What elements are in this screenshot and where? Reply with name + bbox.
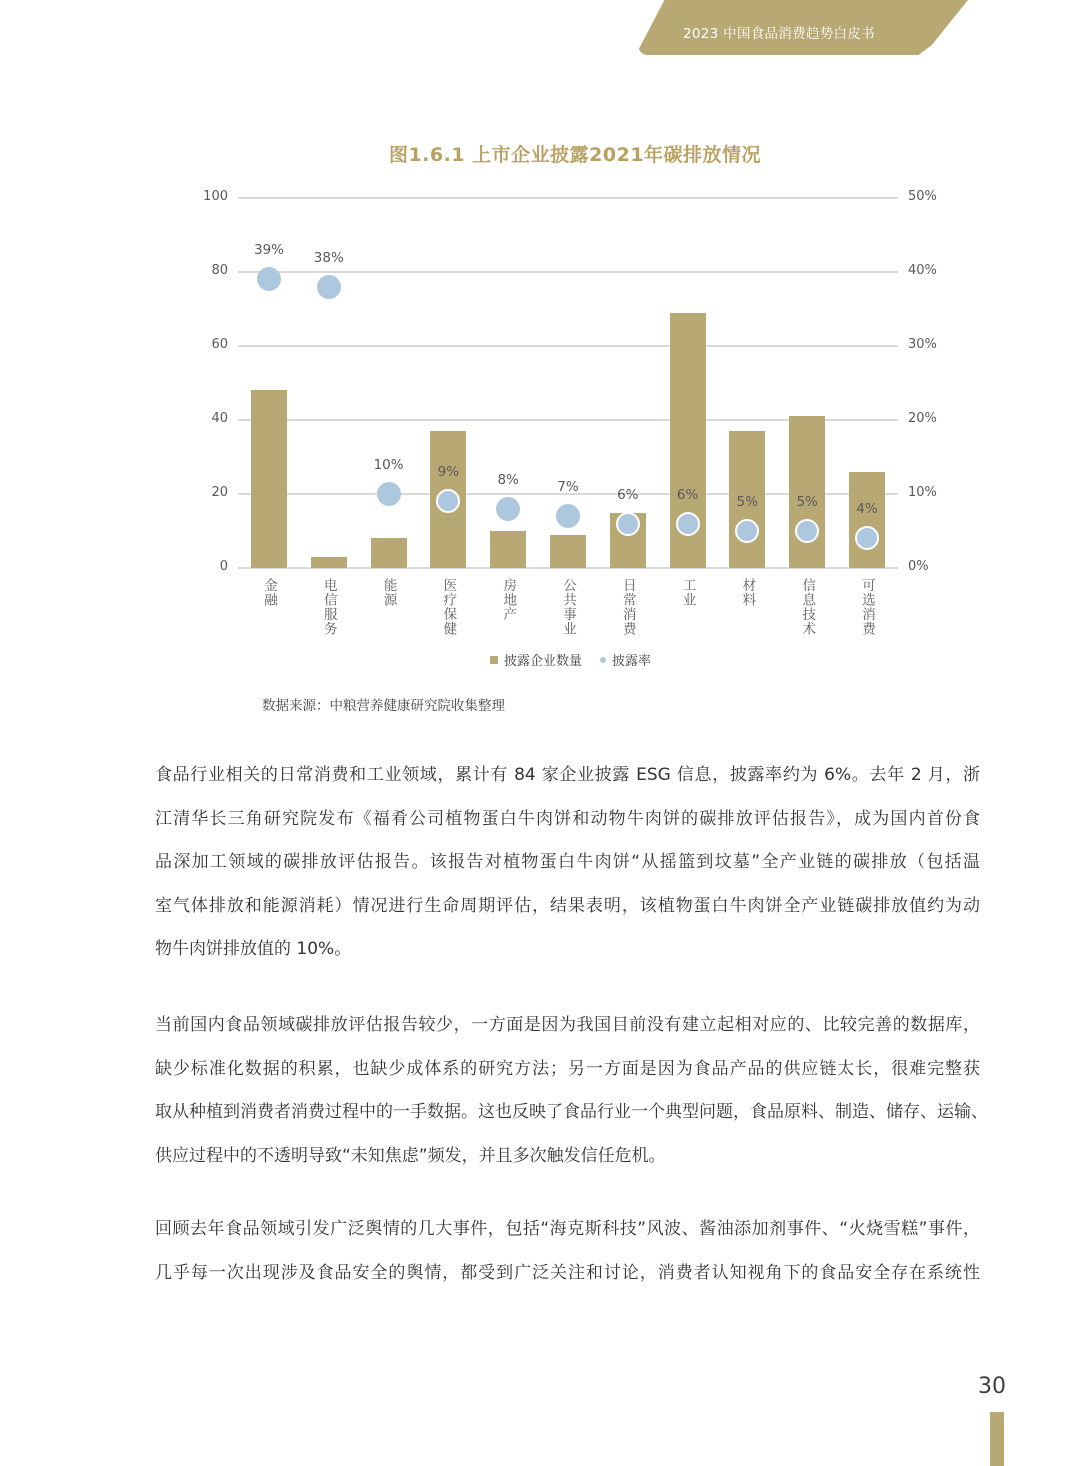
y-axis-tick-right: 30%: [908, 337, 937, 352]
y-axis-tick-left: 60: [211, 337, 228, 352]
figure-title: 图1.6.1 上市企业披露2021年碳排放情况: [388, 144, 762, 166]
data-source-note: 数据来源：中粮营养健康研究院收集整理: [262, 698, 505, 714]
rate-label: 9%: [437, 464, 460, 481]
rate-label: 5%: [796, 494, 818, 510]
y-axis-tick-right: 0%: [908, 559, 929, 574]
y-axis-tick-left: 80: [211, 263, 228, 278]
rate-label: 5%: [736, 494, 759, 510]
paragraph-line: 江清华长三角研究院发布《福肴公司植物蛋白牛肉饼和动物牛肉饼的碳排放评估报告》，成为国内首份食: [155, 808, 980, 829]
bar: [490, 531, 526, 568]
document-title: 2023 中国食品消费趋势白皮书: [683, 26, 875, 42]
gridline: [238, 197, 898, 199]
y-axis-tick-right: 40%: [908, 263, 937, 278]
rate-marker: [257, 267, 281, 291]
x-axis-label: 医疗保健: [440, 578, 457, 636]
y-axis-tick-left: 20: [211, 485, 228, 500]
rate-label: 39%: [253, 242, 284, 259]
gridline: [238, 345, 898, 347]
paragraph-line: 供应过程中的不透明导致“未知焦虑”频发，并且多次触发信任危机。: [155, 1145, 666, 1166]
paragraph-line: 食品行业相关的日常消费和工业领域，累计有 84 家企业披露 ESG 信息，披露率约为 6%。去年 2 月，浙: [155, 765, 980, 785]
legend-dot-label: 披露率: [612, 654, 652, 669]
bar-chart: [0, 0, 1080, 720]
rate-label: 4%: [856, 501, 878, 518]
paragraph-line: 品深加工领域的碳排放评估报告。该报告对植物蛋白牛肉饼“从摇篮到坟墓”全产业链的碳排放（包括温: [155, 852, 980, 872]
legend-dot-swatch: [600, 657, 606, 663]
rate-label: 7%: [557, 479, 579, 496]
x-axis-label: 金融: [261, 578, 277, 607]
body-paragraph-1: [155, 754, 980, 972]
y-axis-tick-right: 50%: [908, 189, 937, 204]
gridline: [238, 271, 898, 273]
bar: [789, 416, 825, 568]
x-axis-label: 电信服务: [320, 578, 337, 636]
x-axis-label: 材料: [739, 578, 756, 607]
bar: [311, 557, 347, 568]
y-axis-tick-left: 100: [203, 189, 228, 204]
bar: [251, 390, 287, 568]
legend-bar-swatch: [490, 656, 498, 664]
x-axis-label: 日常消费: [619, 578, 636, 636]
paragraph-line: 室气体排放和能源消耗）情况进行生命周期评估，结果表明，该植物蛋白牛肉饼全产业链碳排放值约为动: [155, 895, 980, 916]
rate-marker: [676, 512, 700, 536]
rate-marker: [795, 519, 819, 543]
paragraph-line: 几乎每一次出现涉及食品安全的舆情，都受到广泛关注和讨论，消费者认知视角下的食品安全存在系统性: [155, 1262, 980, 1283]
x-axis-label: 房地产: [500, 578, 517, 622]
rate-label: 8%: [497, 471, 519, 488]
legend-bar-label: 披露企业数量: [504, 654, 583, 669]
chart-legend: [490, 650, 651, 669]
paragraph-line: 缺少标准化数据的积累，也缺少成体系的研究方法；另一方面是因为食品产品的供应链太长，很难完整获: [155, 1058, 980, 1079]
y-axis-tick-right: 20%: [908, 411, 937, 426]
body-paragraph-2: [155, 1004, 988, 1178]
rate-marker: [377, 482, 401, 506]
rate-marker: [556, 504, 580, 528]
x-axis-label: 信息技术: [799, 578, 816, 636]
x-axis-label: 能源: [380, 578, 397, 607]
x-axis-label: 可选消费: [859, 578, 875, 636]
rate-marker: [616, 512, 640, 536]
page-number: 30: [978, 1374, 1006, 1399]
bar: [371, 538, 407, 568]
rate-label: 38%: [313, 249, 344, 266]
paragraph-line: 回顾去年食品领域引发广泛舆情的几大事件，包括“海克斯科技”风波、酱油添加剂事件、“火烧雪糕”事件，: [155, 1219, 980, 1239]
body-paragraph-3: [155, 1208, 980, 1295]
paragraph-line: 当前国内食品领域碳排放评估报告较少，一方面是因为我国目前没有建立起相对应的、比较完善的数据库，: [155, 1015, 980, 1035]
rate-label: 10%: [373, 457, 404, 473]
rate-marker: [317, 275, 341, 299]
bar: [550, 535, 586, 568]
paragraph-line: 取从种植到消费者消费过程中的一手数据。这也反映了食品行业一个典型问题，食品原料、制造、储存、运输、: [155, 1102, 988, 1122]
rate-label: 6%: [676, 486, 699, 503]
page-accent-bar: [990, 1412, 1004, 1466]
x-axis-label: 公共事业: [560, 578, 576, 636]
paragraph-line: 物牛肉饼排放值的 10%。: [155, 939, 352, 959]
x-axis-label: 工业: [679, 578, 696, 607]
rate-marker: [496, 497, 520, 521]
y-axis-tick-right: 10%: [908, 485, 937, 500]
rate-label: 6%: [617, 486, 639, 503]
bar: [849, 472, 885, 568]
y-axis-tick-left: 0: [219, 559, 228, 574]
y-axis-tick-left: 40: [211, 411, 228, 426]
